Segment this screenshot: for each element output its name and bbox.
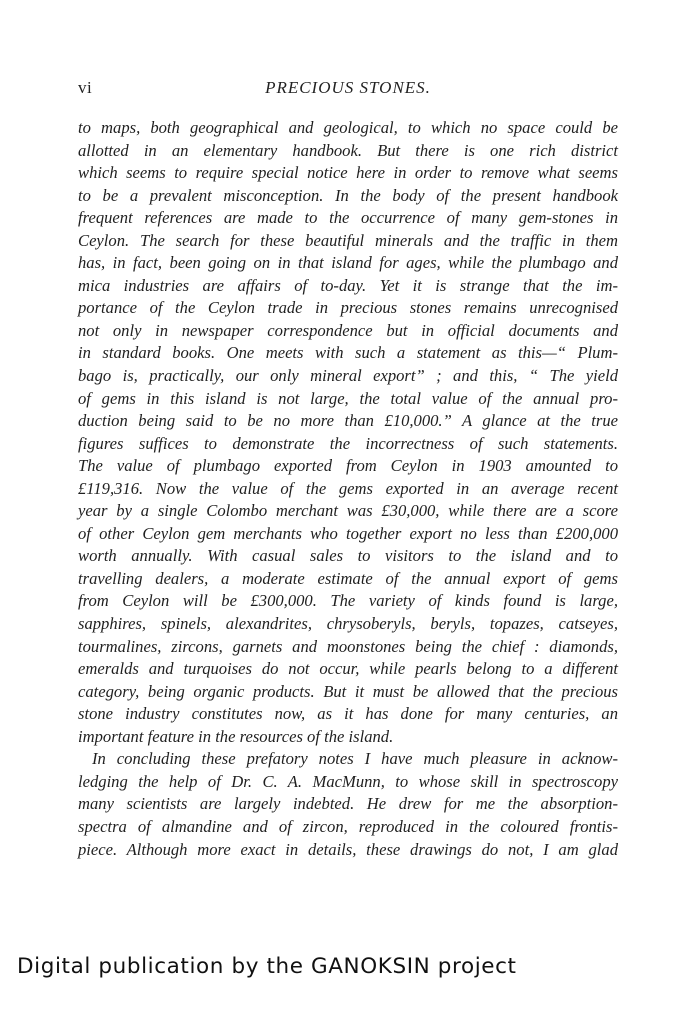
paragraph-2 xyxy=(78,748,618,861)
text-line: stone industry constitutes now, as it has done for many centuries, an xyxy=(78,704,618,724)
publication-credit: Digital publication by the GANOKSIN project xyxy=(17,954,517,979)
page-number: vi xyxy=(78,78,93,97)
paragraph-1 xyxy=(78,117,618,748)
text-line: Ceylon. The search for these beautiful minerals and the traffic in them xyxy=(78,230,618,250)
text-line: many scientists are largely indebted. He drew for me the absorption- xyxy=(78,794,618,814)
text-line: of other Ceylon gem merchants who together export no less than £200,000 xyxy=(78,523,618,543)
text-line: emeralds and turquoises do not occur, while pearls belong to a different xyxy=(78,659,618,679)
text-line: travelling dealers, a moderate estimate of the annual export of gems xyxy=(78,568,618,588)
text-line: In concluding these prefatory notes I have much pleasure in acknow- xyxy=(92,749,618,769)
text-line: duction being said to be no more than £10,000.” A glance at the true xyxy=(78,411,618,431)
text-line: £119,316. Now the value of the gems exported in an average recent xyxy=(78,478,618,498)
text-line: figures suffices to demonstrate the incorrectness of such statements. xyxy=(78,433,618,453)
running-head xyxy=(78,78,618,102)
text-line: portance of the Ceylon trade in precious stones remains unrecognised xyxy=(78,298,618,318)
text-line: from Ceylon will be £300,000. The variety of kinds found is large, xyxy=(78,591,618,611)
text-line: piece. Although more exact in details, these drawings do not, I am glad xyxy=(78,839,618,859)
text-line: not only in newspaper correspondence but in official documents and xyxy=(78,320,618,340)
text-line: year by a single Colombo merchant was £30,000, while there are a score xyxy=(78,501,618,521)
text-line: The value of plumbago exported from Ceylon in 1903 amounted to xyxy=(78,456,618,476)
body-text xyxy=(78,117,618,861)
text-line: spectra of almandine and of zircon, reproduced in the coloured frontis- xyxy=(78,816,618,836)
text-line: important feature in the resources of the island. xyxy=(78,726,394,746)
text-line: in standard books. One meets with such a statement as this—“ Plum- xyxy=(78,343,618,363)
text-line: which seems to require special notice here in order to remove what seems xyxy=(78,163,618,183)
text-line: bago is, practically, our only mineral export” ; and this, “ The yield xyxy=(78,366,618,386)
text-line: mica industries are affairs of to-day. Yet it is strange that the im- xyxy=(78,275,618,295)
text-line: of gems in this island is not large, the total value of the annual pro- xyxy=(78,388,618,408)
text-line: allotted in an elementary handbook. But there is one rich district xyxy=(78,140,618,160)
text-line: has, in fact, been going on in that island for ages, while the plumbago and xyxy=(78,253,618,273)
text-line: to be a prevalent misconception. In the body of the present handbook xyxy=(78,185,618,205)
text-line: to maps, both geographical and geological, to which no space could be xyxy=(78,118,618,137)
text-line: tourmalines, zircons, garnets and moonstones being the chief : diamonds, xyxy=(78,636,618,656)
text-line: sapphires, spinels, alexandrites, chrysoberyls, beryls, topazes, catseyes, xyxy=(78,614,618,634)
text-line: frequent references are made to the occurrence of many gem-stones in xyxy=(78,208,618,228)
running-title: PRECIOUS STONES. xyxy=(265,78,431,97)
text-line: category, being organic products. But it must be allowed that the precious xyxy=(78,681,618,701)
text-line: worth annually. With casual sales to visitors to the island and to xyxy=(78,546,618,566)
text-line: ledging the help of Dr. C. A. MacMunn, to whose skill in spectroscopy xyxy=(78,771,618,791)
